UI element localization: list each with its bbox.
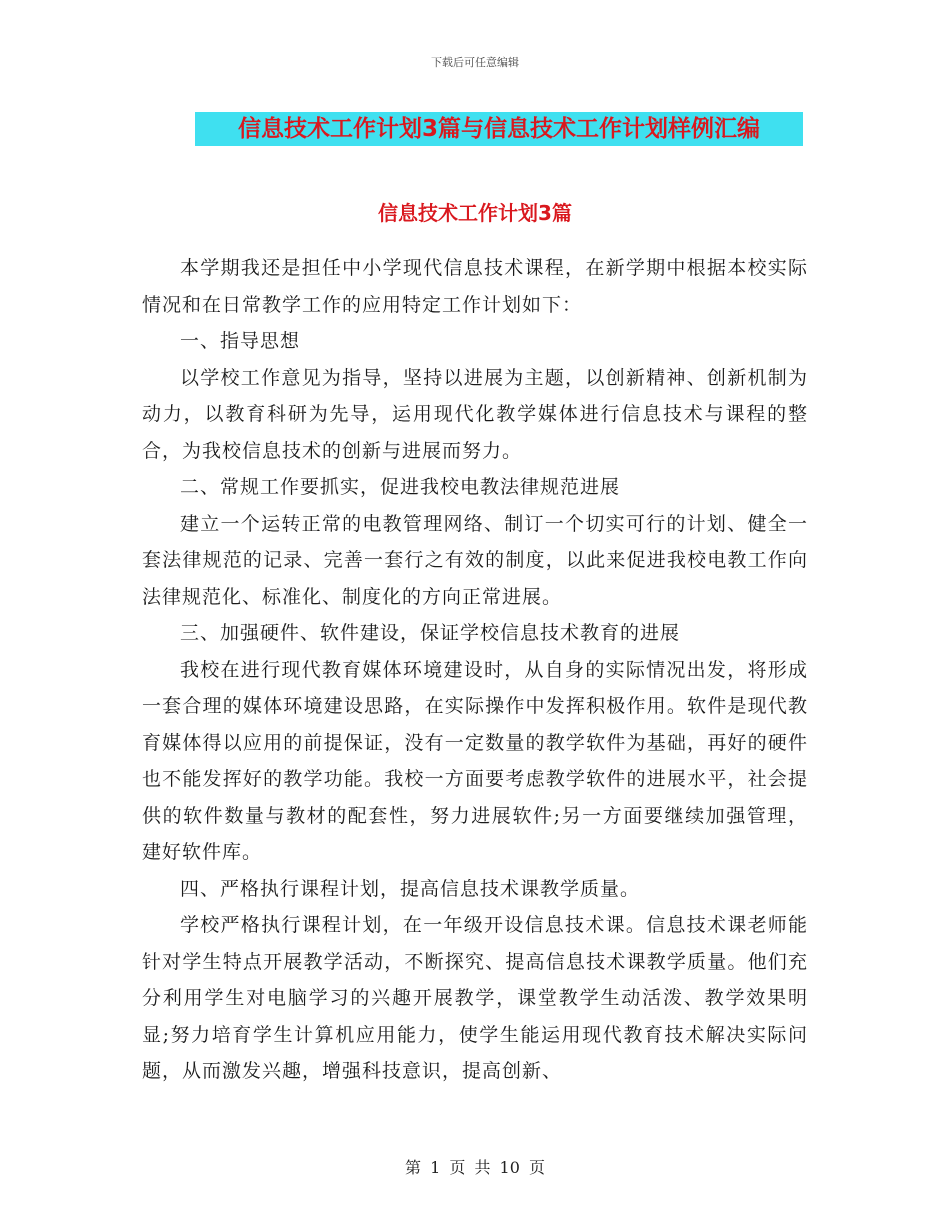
heading-course-plan: 四、严格执行课程计划，提高信息技术课教学质量。 [180, 877, 641, 900]
document-main-title: 信息技术工作计划3篇与信息技术工作计划样例汇编 [195, 112, 803, 146]
heading-hardware-software: 三、加强硬件、软件建设，保证学校信息技术教育的进展 [180, 622, 681, 644]
document-body [142, 250, 808, 1090]
page-footer: 第 1 页 共 10 页 [405, 1158, 545, 1177]
heading-routine-work: 二、常规工作要抓实，促进我校电教法律规范进展 [180, 476, 621, 498]
paragraph-intro: 本学期我还是担任中小学现代信息技术课程，在新学期中根据本校实际情况和在日常教学工作的应用特定工作计划如下： [142, 257, 808, 316]
heading-guiding-ideology: 一、指导思想 [180, 330, 301, 352]
paragraph-guiding-ideology: 以学校工作意见为指导，坚持以进展为主题，以创新精神、创新机制为动力，以教育科研为先导，运用现代化教学媒体进行信息技术与课程的整合，为我校信息技术的创新与进展而努力。 [142, 366, 808, 462]
header-note: 下载后可任意编辑 [431, 56, 519, 69]
paragraph-hardware-software: 我校在进行现代教育媒体环境建设时，从自身的实际情况出发，将形成一套合理的媒体环境建设思路，在实际操作中发挥积极作用。软件是现代教育媒体得以应用的前提保证，没有一定数量的教学软件为基础，再好的硬件也不能发挥好的教学功能。我校一方面要考虑教学软件的进展水平，社会提供的软件数量与教材的配套性，努力进展软件;另一方面要继续加强管理，建好软件库。 [142, 658, 808, 863]
paragraph-routine-work: 建立一个运转正常的电教管理网络、制订一个切实可行的计划、健全一套法律规范的记录、完善一套行之有效的制度，以此来促进我校电教工作向法律规范化、标准化、制度化的方向正常进展。 [142, 512, 808, 608]
document-section-title: 信息技术工作计划3篇 [378, 201, 572, 225]
paragraph-course-plan: 学校严格执行课程计划，在一年级开设信息技术课。信息技术课老师能针对学生特点开展教学活动，不断探究、提高信息技术课教学质量。他们充分利用学生对电脑学习的兴趣开展教学，课堂教学生动活泼、教学效果明显;努力培育学生计算机应用能力，使学生能运用现代教育技术解决实际问题，从而激发兴趣，增强科技意识，提高创新、 [142, 914, 808, 1082]
